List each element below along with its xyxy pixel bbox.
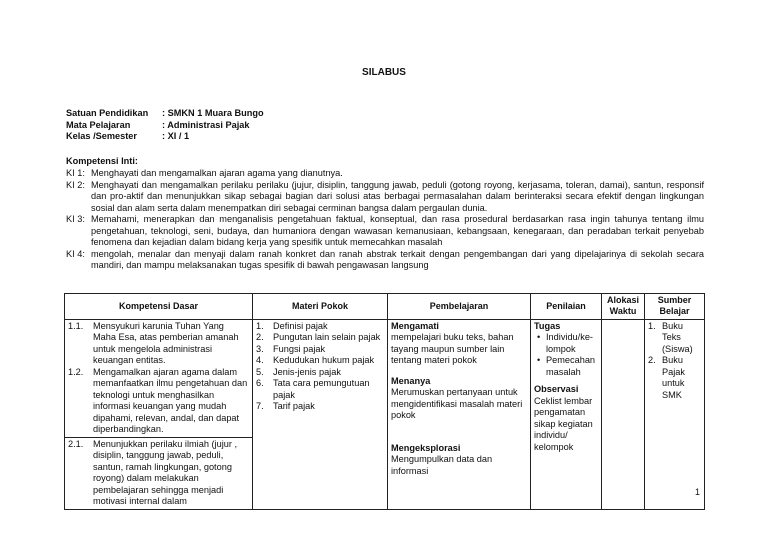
kd-text: Mensyukuri karunia Tuhan Yang Maha Esa, atas pemberian amanah untuk mengelola administrasi keuangan entitas. bbox=[93, 320, 239, 365]
kd-block-2 bbox=[65, 437, 252, 509]
materi-number: 5. bbox=[256, 366, 264, 377]
penilaian-cell bbox=[531, 319, 602, 509]
materi-number: 3. bbox=[256, 343, 264, 354]
sumber-number: 2. bbox=[648, 355, 656, 365]
materi-text: Tarif pajak bbox=[273, 401, 315, 411]
materi-text: Jenis-jenis pajak bbox=[273, 366, 341, 377]
kd-number: 1.2. bbox=[68, 366, 84, 377]
materi-number: 1. bbox=[256, 320, 264, 331]
table-row bbox=[65, 319, 705, 509]
meta-value: : SMKN 1 Muara Bungo bbox=[162, 108, 264, 118]
kompetensi-inti-heading: Kompetensi Inti: bbox=[66, 156, 138, 166]
mengamati-heading: Mengamati bbox=[391, 320, 439, 331]
meta-value: : XI / 1 bbox=[162, 131, 190, 141]
tugas-item: Pemecahan masalah bbox=[546, 355, 596, 377]
alokasi-waktu-cell bbox=[602, 319, 645, 509]
pembelajaran-cell bbox=[388, 319, 531, 509]
page-title: SILABUS bbox=[362, 67, 406, 78]
list-item bbox=[534, 355, 598, 378]
ki-label: KI 3: bbox=[66, 214, 85, 224]
identity-block bbox=[66, 108, 264, 143]
menanya-heading: Menanya bbox=[391, 375, 431, 386]
kd-block-1 bbox=[65, 320, 252, 437]
tugas-item: Individu/ke-lompok bbox=[546, 332, 593, 354]
meta-key: Satuan Pendidikan bbox=[66, 108, 149, 118]
ki-label: KI 2: bbox=[66, 179, 85, 190]
materi-text: Fungsi pajak bbox=[273, 343, 326, 354]
materi-number: 2. bbox=[256, 332, 264, 342]
ki-item bbox=[66, 214, 704, 249]
mengeksplorasi-text: Mengumpulkan data dan informasi bbox=[391, 454, 493, 476]
ki-text: Menghayati dan mengamalkan ajaran agama yang dianutnya. bbox=[91, 168, 343, 178]
list-item bbox=[256, 378, 384, 401]
ki-label: KI 1: bbox=[66, 168, 85, 178]
sumber-text: Buku Pajak untuk SMK bbox=[662, 355, 685, 400]
ki-item bbox=[66, 249, 704, 272]
list-item bbox=[256, 355, 384, 367]
table-header-row bbox=[65, 294, 705, 320]
meta-value: : Administrasi Pajak bbox=[162, 119, 250, 130]
list-item bbox=[68, 367, 249, 436]
header-materi-pokok: Materi Pokok bbox=[253, 294, 388, 320]
syllabus-table bbox=[64, 293, 705, 510]
sumber-text: Buku Teks (Siswa) bbox=[662, 320, 693, 354]
materi-number: 7. bbox=[256, 401, 264, 411]
header-penilaian: Penilaian bbox=[531, 294, 602, 320]
header-pembelajaran: Pembelajaran bbox=[388, 294, 531, 320]
list-item bbox=[256, 321, 384, 333]
meta-row-kelas bbox=[66, 131, 264, 143]
list-item bbox=[648, 321, 701, 356]
meta-key: Kelas /Semester bbox=[66, 131, 137, 141]
bullet-icon: • bbox=[537, 355, 541, 365]
menanya-text: Merumuskan pertanyaan untuk mengidentifikasi masalah materi pokok bbox=[391, 387, 523, 420]
header-sumber-belajar: Sumber Belajar bbox=[645, 294, 705, 320]
materi-text: Definisi pajak bbox=[273, 320, 328, 331]
materi-text: Pungutan lain selain pajak bbox=[273, 332, 381, 342]
kd-text: Mengamalkan ajaran agama dalam memanfaatkan ilmu pengetahuan dan teknologi untuk menghasilkan informasi keuangan yang mudah dipahami, relevan, andal, dan dapat diperbandingkan. bbox=[93, 366, 248, 434]
mengeksplorasi-heading: Mengeksplorasi bbox=[391, 442, 461, 453]
kompetensi-inti-list bbox=[66, 168, 704, 272]
mengamati-text: mempelajari buku teks, bahan tayang maupun sumber lain tentang materi pokok bbox=[391, 332, 514, 365]
ki-item bbox=[66, 180, 704, 215]
meta-key: Mata Pelajaran bbox=[66, 119, 131, 130]
list-item bbox=[256, 367, 384, 379]
list-item bbox=[648, 355, 701, 401]
list-item bbox=[256, 401, 384, 413]
page-number: 1 bbox=[695, 487, 701, 497]
header-alokasi-waktu: Alokasi Waktu bbox=[602, 294, 645, 320]
kd-number: 2.1. bbox=[68, 438, 84, 449]
list-item bbox=[68, 439, 249, 508]
materi-pokok-cell bbox=[253, 319, 388, 509]
ki-text: Menghayati dan mengamalkan perilaku perilaku (jujur, disiplin, tanggung jawab, peduli (gotong royong, kerjasama, toleran, damai), santun, responsif dan pro-aktif dan menunjukkan sikap sebagai bagian dari solusi atas berbagai permasalahan dalam berinteraksi secara efektif dengan lingkungan sosial dan alam serta dalam menempatkan diri sebagai cerminan bangsa dalam pergaulan dunia. bbox=[91, 179, 704, 213]
observasi-heading: Observasi bbox=[534, 384, 579, 394]
materi-text: Tata cara pemungutuan pajak bbox=[273, 378, 370, 400]
ki-item bbox=[66, 168, 704, 180]
list-item bbox=[534, 332, 598, 355]
bullet-icon: • bbox=[537, 332, 541, 342]
observasi-text: Ceklist lembar pengamatan sikap kegiatan individu/ kelompok bbox=[534, 395, 593, 452]
list-item bbox=[68, 321, 249, 367]
materi-number: 6. bbox=[256, 378, 264, 388]
ki-label: KI 4: bbox=[66, 248, 85, 259]
kd-number: 1.1. bbox=[68, 320, 84, 331]
materi-number: 4. bbox=[256, 355, 264, 365]
sumber-number: 1. bbox=[648, 320, 656, 331]
tugas-heading: Tugas bbox=[534, 320, 561, 331]
ki-text: mengolah, menalar dan menyaji dalam ranah konkret dan ranah abstrak terkait dengan pengembangan dari yang dipelajarinya di sekolah secara mandiri, dan mampu melaksanakan tugas spesifik di bawah pengawasan langsung bbox=[91, 248, 704, 270]
header-kompetensi-dasar: Kompetensi Dasar bbox=[65, 294, 253, 320]
sumber-belajar-cell bbox=[645, 319, 705, 509]
meta-row-satuan bbox=[66, 108, 264, 120]
kompetensi-dasar-cell bbox=[65, 319, 253, 509]
list-item bbox=[256, 332, 384, 344]
meta-row-mapel bbox=[66, 120, 264, 132]
list-item bbox=[256, 344, 384, 356]
materi-text: Kedudukan hukum pajak bbox=[273, 355, 375, 365]
ki-text: Memahami, menerapkan dan menganalisis pengetahuan faktual, konseptual, dan rasa prosedural berdasarkan rasa ingin tahunya tentang ilmu pengetahuan, teknologi, seni, budaya, dan humaniora dengan wawasan kemanusiaan, kebangsaan, kenegaraan, dan peradaban terkait penyebab fenomena dan kejadian dalam bidang kerja yang spesifik untuk memecahkan masalah bbox=[91, 214, 704, 247]
kd-text: Menunjukkan perilaku ilmiah (jujur , disiplin, tanggung jawab, peduli, santun, ramah lingkungan, gotong royong) dalam melakukan pembelajaran sehingga menjadi motivasi internal dalam bbox=[93, 438, 238, 506]
